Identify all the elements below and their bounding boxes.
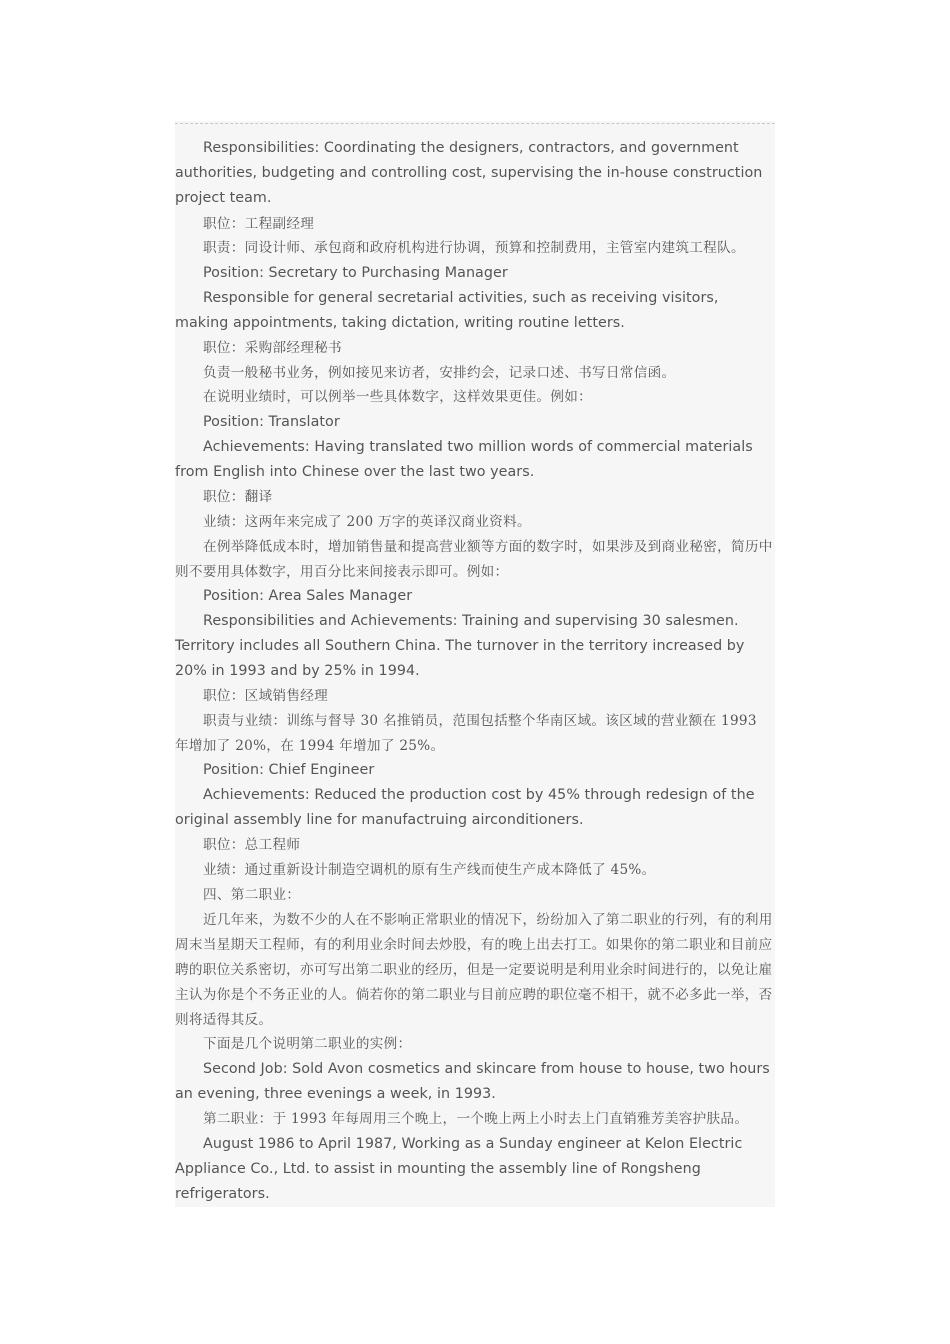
paragraph: Responsibilities and Achievements: Training and supervising 30 salesmen. Territory includes all Southern China. The turnover in the territory increased by 20% in 1993 and by 25% in 1994. [175,613,745,679]
paragraph: Responsible for general secretarial activities, such as receiving visitors, making appointments, taking dictation, writing routine letters. [175,290,719,331]
paragraph: 近几年来，为数不少的人在不影响正常职业的情况下，纷纷加入了第二职业的行列，有的利用周末当星期天工程师，有的利用业余时间去炒股，有的晚上出去打工。如果你的第二职业和目前应聘的职位关系密切，亦可写出第二职业的经历，但是一定要说明是利用业余时间进行的，以免让雇主认为你是个不务正业的人。倘若你的第二职业与目前应聘的职位毫不相干，就不必多此一举，否则将适得其反。 [175,912,773,1028]
paragraph: 下面是几个说明第二职业的实例： [203,1036,412,1052]
paragraph: 职位：翻译 [203,489,273,505]
paragraph: 职责与业绩：训练与督导 30 名推销员，范围包括整个华南区域。该区域的营业额在 1993 年增加了 20%，在 1994 年增加了 25%。 [175,713,757,754]
paragraph: Position: Area Sales Manager [203,588,413,604]
paragraph: 第二职业：于 1993 年每周用三个晚上，一个晚上两上小时去上门直销雅芳美容护肤品。 [203,1111,749,1127]
paragraph: Second Job: Sold Avon cosmetics and skincare from house to house, two hours an evening, three evenings a week, in 1993. [175,1061,770,1102]
paragraph: 在例举降低成本时，增加销售量和提高营业额等方面的数字时，如果涉及到商业秘密，简历中则不要用具体数字，用百分比来间接表示即可。例如： [175,539,773,580]
paragraph: Responsibilities: Coordinating the designers, contractors, and government authorities, budgeting and controlling cost, supervising the in-house construction project team. [175,140,763,206]
paragraph: 业绩：这两年来完成了 200 万字的英译汉商业资料。 [203,514,531,530]
paragraph: 业绩：通过重新设计制造空调机的原有生产线而使生产成本降低了 45%。 [203,862,656,878]
separator-dashed-line [175,123,775,124]
paragraph: Achievements: Reduced the production cost by 45% through redesign of the original assembly line for manufactruing airconditioners. [175,787,755,828]
paragraph: Position: Translator [203,414,340,430]
paragraph: Position: Secretary to Purchasing Manager [203,265,508,281]
paragraph: 职位：区域销售经理 [203,688,329,704]
paragraph: 职位：采购部经理秘书 [203,340,342,356]
paragraph: 职位：工程副经理 [203,216,315,232]
paragraph: 职位：总工程师 [203,837,301,853]
paragraph: August 1986 to April 1987, Working as a Sunday engineer at Kelon Electric Appliance Co., Ltd. to assist in mounting the assembly line of Rongsheng refrigerators. [175,1136,743,1202]
paragraph: Achievements: Having translated two million words of commercial materials from English into Chinese over the last two years. [175,439,753,480]
paragraph: 负责一般秘书业务，例如接见来访者，安排约会，记录口述、书写日常信函。 [203,365,676,381]
paragraph: 四、第二职业： [203,887,301,903]
paragraph: Position: Chief Engineer [203,762,375,778]
paragraph: 职责：同设计师、承包商和政府机构进行协调，预算和控制费用，主管室内建筑工程队。 [203,240,745,256]
document-content [175,121,775,1207]
paragraph: 在说明业绩时，可以例举一些具体数字，这样效果更佳。例如： [203,389,593,405]
